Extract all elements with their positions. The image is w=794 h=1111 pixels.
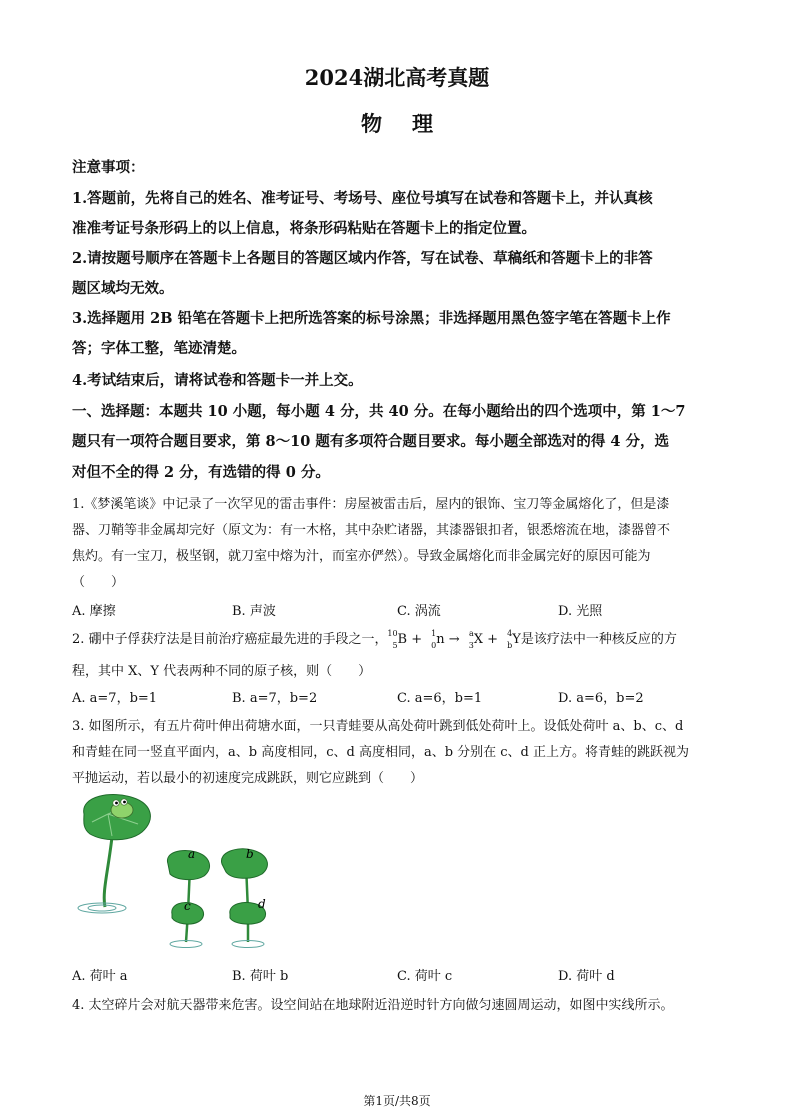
q1-option-a: A. 摩擦 bbox=[72, 604, 116, 619]
question-3-line: 3. 如图所示，有五片荷叶伸出荷塘水面，一只青蛙要从高处荷叶跳到低处荷叶上。设低处荷叶 a、b、c、d bbox=[72, 719, 684, 734]
q3-option-a: A. 荷叶 a bbox=[72, 969, 128, 984]
nuclear-equation: 10 5 B + 1 0 n → a 3 X + 4 b Y bbox=[387, 628, 521, 650]
notice-line: 答；字体工整，笔迹清楚。 bbox=[72, 340, 246, 357]
leaf-label-d: d bbox=[258, 897, 266, 911]
question-4-line: 4. 太空碎片会对航天器带来危害。设空间站在地球附近沿逆时针方向做匀速圆周运动，如图中实线所示。 bbox=[72, 998, 674, 1013]
notice-line: 3.选择题用 2B 铅笔在答题卡上把所选答案的标号涂黑；非选择题用黑色签字笔在答题卡上作 bbox=[72, 310, 671, 327]
q3-option-c: C. 荷叶 c bbox=[397, 969, 453, 984]
notice-line: 4.考试结束后，请将试卷和答题卡一并上交。 bbox=[72, 372, 363, 389]
subject-title: 物理 bbox=[361, 111, 463, 136]
notice-heading: 注意事项： bbox=[72, 159, 145, 176]
section-heading-line: 题只有一项符合题目要求，第 8～10 题有多项符合题目要求。每小题全部选对的得 4 分，选 bbox=[72, 433, 670, 450]
q3-option-b: B. 荷叶 b bbox=[232, 969, 289, 984]
q2-option-b: B. a=7，b=2 bbox=[232, 691, 318, 706]
section-heading-line: 一、选择题：本题共 10 小题，每小题 4 分，共 40 分。在每小题给出的四个选项中，第 1～7 bbox=[72, 403, 686, 420]
q1-option-c: C. 涡流 bbox=[397, 604, 441, 619]
q2-option-c: C. a=6，b=1 bbox=[397, 691, 483, 706]
q2-text-post: 是该疗法中一种核反应的方 bbox=[520, 632, 677, 647]
notice-line: 2.请按题号顺序在答题卡上各题目的答题区域内作答，写在试卷、草稿纸和答题卡上的非答 bbox=[72, 250, 653, 267]
page-footer: 第1页/共8页 bbox=[363, 1094, 431, 1108]
question-2-line: 程，其中 X、Y 代表两种不同的原子核，则（ ） bbox=[72, 664, 372, 679]
leaf-label-b: b bbox=[246, 847, 254, 861]
notice-line: 准准考证号条形码上的以上信息，将条形码粘贴在答题卡上的指定位置。 bbox=[72, 220, 536, 237]
section-heading-line: 对但不全的得 2 分，有选错的得 0 分。 bbox=[72, 464, 330, 481]
leaf-label-c: c bbox=[184, 899, 191, 913]
q1-option-d: D. 光照 bbox=[558, 604, 603, 619]
q3-option-d: D. 荷叶 d bbox=[558, 969, 615, 984]
notice-line: 1.答题前，先将自己的姓名、准考证号、考场号、座位号填写在试卷和答题卡上，并认真核 bbox=[72, 190, 653, 207]
question-3-line: 和青蛙在同一竖直平面内，a、b 高度相同，c、d 高度相同，a、b 分别在 c、d 正上方。将青蛙的跳跃视为 bbox=[72, 745, 690, 760]
q2-option-a: A. a=7，b=1 bbox=[72, 691, 158, 706]
page-title: 2024湖北高考真题 bbox=[304, 65, 490, 90]
question-1-line: （ ） bbox=[72, 575, 125, 590]
lotus-frog-figure bbox=[72, 792, 292, 957]
notice-line: 题区域均无效。 bbox=[72, 280, 174, 297]
q1-option-b: B. 声波 bbox=[232, 604, 276, 619]
question-1-line: 1.《梦溪笔谈》中记录了一次罕见的雷击事件：房屋被雷击后，屋内的银饰、宝刀等金属熔化了，但是漆 bbox=[72, 497, 670, 512]
question-1-line: 器、刀鞘等非金属却完好（原文为：有一木格，其中杂贮诸器，其漆器银扣者，银悉熔流在地，漆器曾不 bbox=[72, 523, 671, 538]
question-1-line: 焦灼。有一宝刀，极坚钢，就刀室中熔为汁，而室亦俨然）。导致金属熔化而非金属完好的原因可能为 bbox=[72, 549, 651, 564]
question-2-line bbox=[72, 628, 726, 650]
leaf-label-a: a bbox=[188, 847, 196, 861]
question-3-line: 平抛运动，若以最小的初速度完成跳跃，则它应跳到（ ） bbox=[72, 771, 424, 786]
q2-option-d: D. a=6，b=2 bbox=[558, 691, 644, 706]
q2-text-pre: 2. 硼中子俘获疗法是目前治疗癌症最先进的手段之一， bbox=[72, 632, 388, 647]
